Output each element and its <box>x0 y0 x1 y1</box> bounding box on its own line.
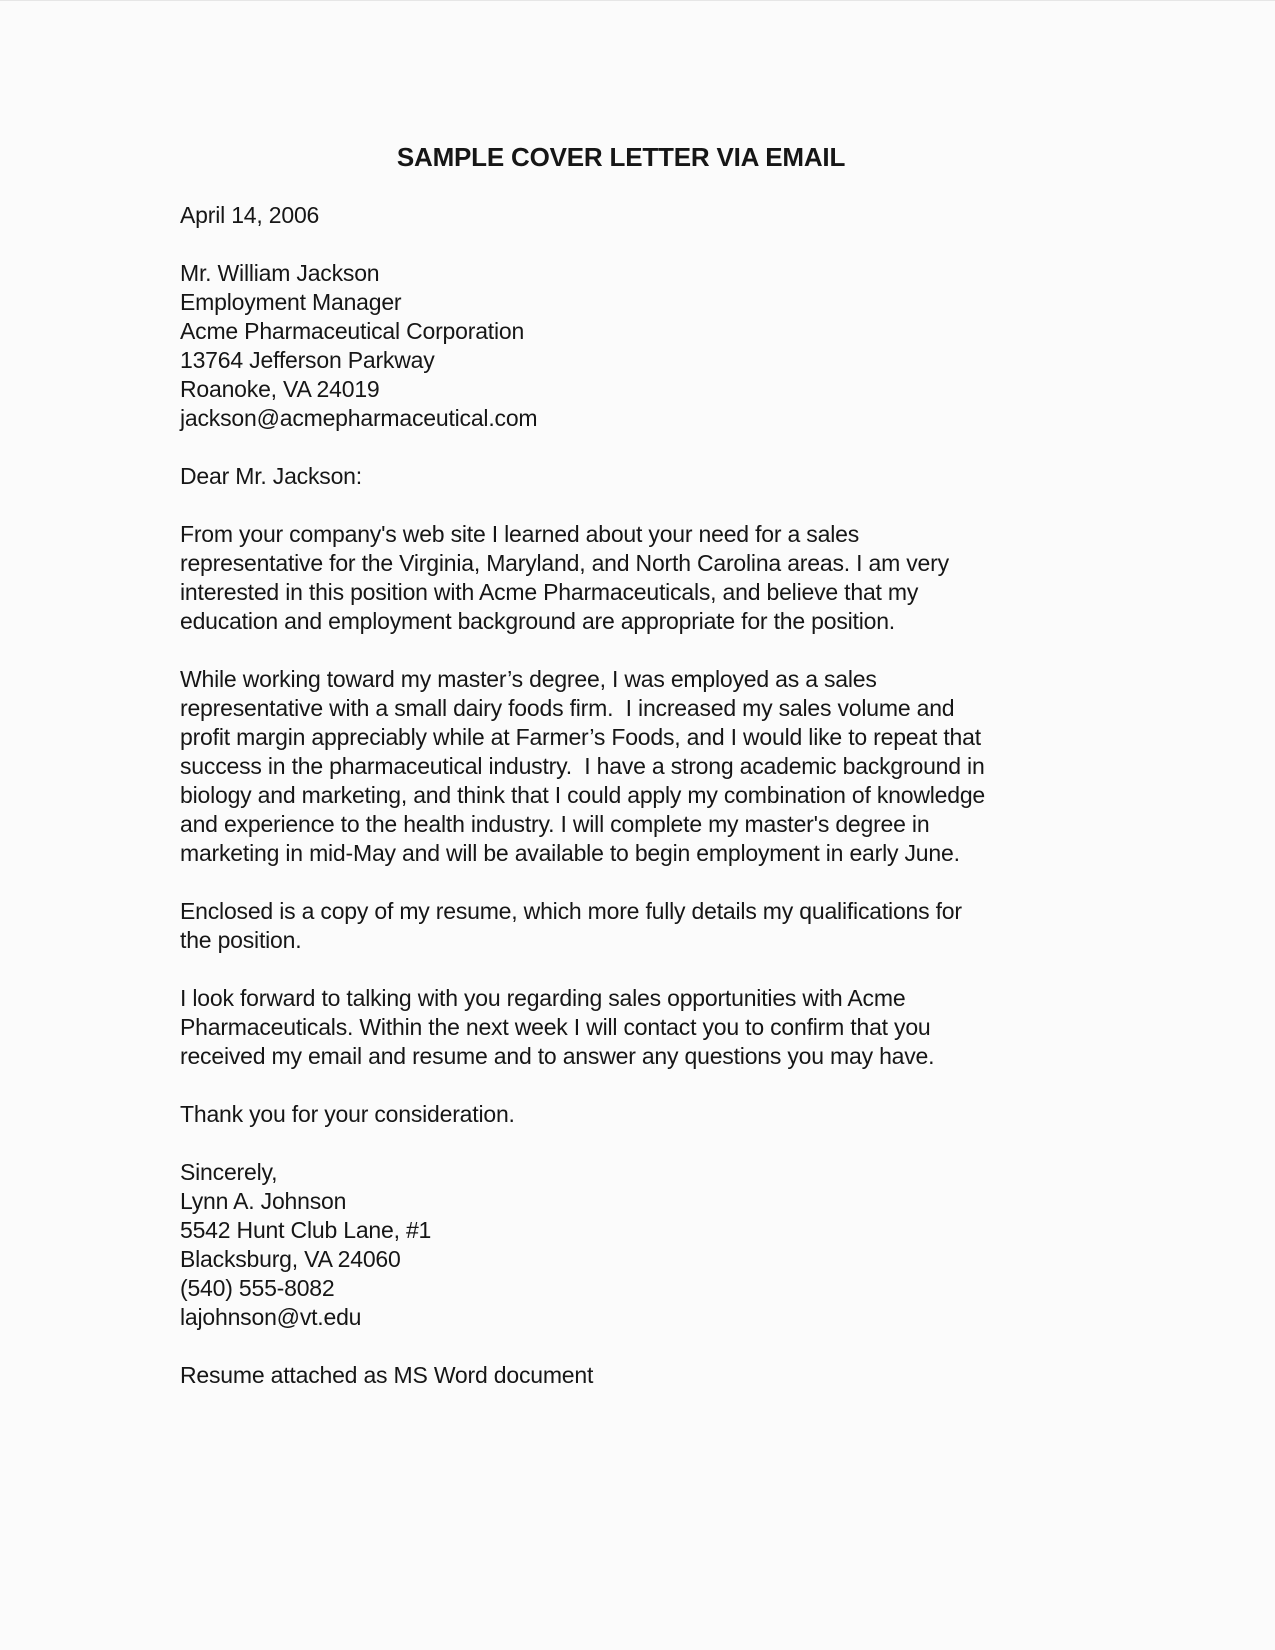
text-line: jackson@acmepharmaceutical.com <box>180 405 538 431</box>
paragraph-4 <box>180 984 1062 1071</box>
text-line: the position. <box>180 927 302 953</box>
letter-content <box>180 143 1062 1390</box>
text-line: biology and marketing, and think that I could apply my combination of knowledge <box>180 782 986 808</box>
text-line: From your company's web site I learned about your need for a sales <box>180 521 859 547</box>
text-line: 13764 Jefferson Parkway <box>180 347 435 373</box>
text-line: Mr. William Jackson <box>180 260 380 286</box>
text-line: Roanoke, VA 24019 <box>180 376 380 402</box>
paragraph-2 <box>180 665 1062 868</box>
text-line: profit margin appreciably while at Farmer’s Foods, and I would like to repeat that <box>180 724 981 750</box>
text-line: marketing in mid-May and will be available to begin employment in early June. <box>180 840 960 866</box>
paragraph-3 <box>180 897 1062 955</box>
salutation: Dear Mr. Jackson: <box>180 463 362 489</box>
letter-title: SAMPLE COVER LETTER VIA EMAIL <box>396 142 846 172</box>
text-line: Acme Pharmaceutical Corporation <box>180 318 525 344</box>
paragraph-thanks <box>180 1100 1062 1129</box>
text-line: Sincerely, <box>180 1159 278 1185</box>
text-line: interested in this position with Acme Pharmaceuticals, and believe that my <box>180 579 919 605</box>
text-line: Thank you for your consideration. <box>180 1101 515 1127</box>
text-line: Enclosed is a copy of my resume, which more fully details my qualifications for <box>180 898 962 924</box>
text-line: Employment Manager <box>180 289 402 315</box>
text-line: lajohnson@vt.edu <box>180 1304 362 1330</box>
closing-block <box>180 1158 1062 1332</box>
text-line: Pharmaceuticals. Within the next week I will contact you to confirm that you <box>180 1014 931 1040</box>
text-line: I look forward to talking with you regarding sales opportunities with Acme <box>180 985 906 1011</box>
text-line: received my email and resume and to answer any questions you may have. <box>180 1043 935 1069</box>
date-line: April 14, 2006 <box>180 202 320 228</box>
text-line: and experience to the health industry. I will complete my master's degree in <box>180 811 930 837</box>
attachment-note: Resume attached as MS Word document <box>180 1362 594 1388</box>
text-line: While working toward my master’s degree, I was employed as a sales <box>180 666 877 692</box>
text-line: Blacksburg, VA 24060 <box>180 1246 401 1272</box>
text-line: Lynn A. Johnson <box>180 1188 347 1214</box>
paragraph-1 <box>180 520 1062 636</box>
text-line: representative for the Virginia, Maryland, and North Carolina areas. I am very <box>180 550 949 576</box>
text-line: representative with a small dairy foods firm. I increased my sales volume and <box>180 695 955 721</box>
text-line: education and employment background are appropriate for the position. <box>180 608 896 634</box>
recipient-block <box>180 259 1062 433</box>
text-line: (540) 555-8082 <box>180 1275 335 1301</box>
text-line: 5542 Hunt Club Lane, #1 <box>180 1217 432 1243</box>
text-line: success in the pharmaceutical industry. I have a strong academic background in <box>180 753 985 779</box>
